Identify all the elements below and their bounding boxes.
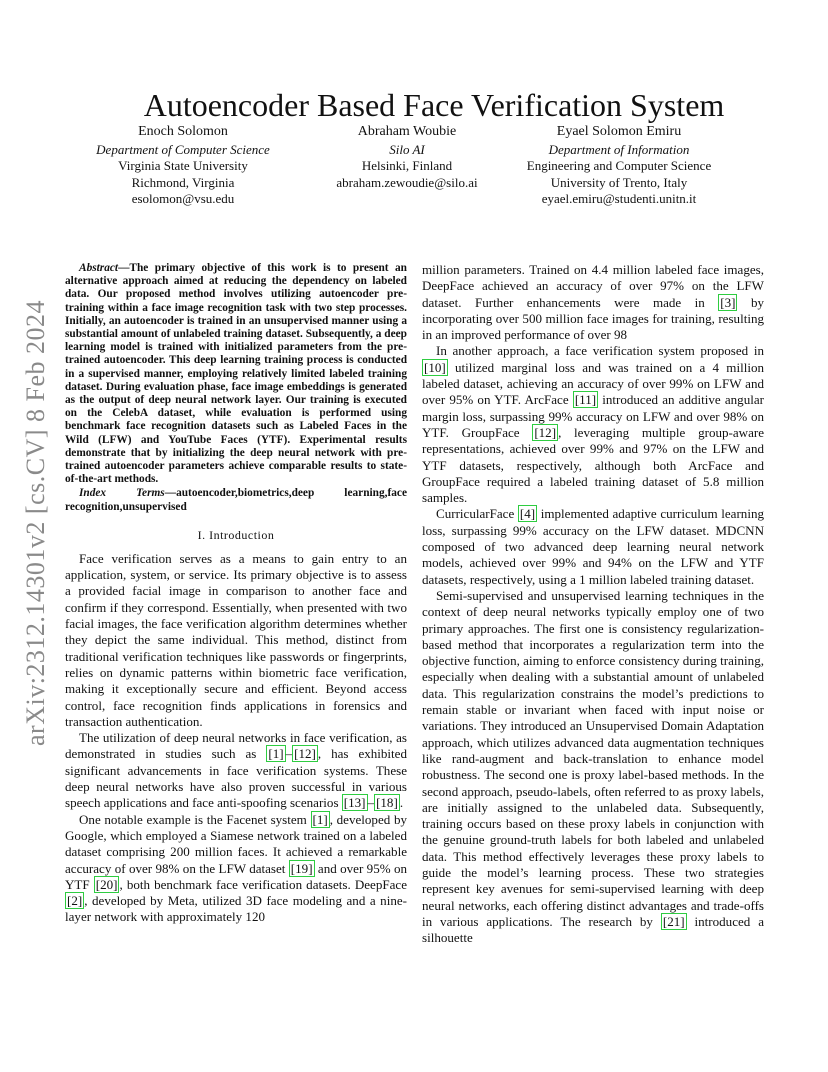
index-terms-text: —autoencoder,biometrics,deep learning,face recognition,unsupervised [65, 487, 407, 513]
paragraph: Face verification serves as a means to gain entry to an application, system, or service. Its primary objective is to assess a provided facial image in comparison to another face and confirm if they correspond. Essentially, when presented with two facial images, the face verification algorithm determines whether they depict the same individual. This method, distinct from traditional verification techniques like passwords or fingerprints, relies on dynamic patterns within biometric face verification, making it exceptionally secure and efficient. Beyond access control, face recognition finds applications in forensics and transaction authentication. [65, 550, 407, 729]
arxiv-id-text: arXiv:2312.14301v2 [cs.CV] 8 Feb 2024 [21, 299, 50, 747]
citation-link[interactable]: [20] [95, 876, 118, 892]
abstract [65, 262, 407, 486]
paragraph: One notable example is the Facenet system [1] , developed by Google, which employed a Siamese network trained on a labeled dataset comprising 200 million faces. It achieved a remarkable accuracy of over 98% on the LFW dataset [19] and over 95% on YTF [20] , both benchmark face verification datasets. DeepFace [2] , developed by Meta, utilized 3D face modeling and a nine-layer network with approximately 120 [65, 811, 408, 925]
citation-link[interactable]: [18] [376, 795, 398, 811]
arxiv-identifier [14, 288, 58, 758]
author-organization: Virginia State University [118, 158, 248, 174]
citation-link[interactable]: [11] [574, 392, 597, 408]
author-name: Abraham Woubie [357, 124, 457, 139]
citation-link[interactable]: [3] [720, 294, 736, 310]
paragraph: million parameters. Trained on 4.4 million labeled face images, DeepFace achieved an accuracy of over 97% on the LFW dataset. Further enhancements were made in [3] by incorporating over 500 million face images for training, resulting in an improved performance of over 98 [422, 262, 764, 343]
author-email[interactable]: esolomon@vsu.edu [131, 191, 235, 207]
citation-link[interactable]: [13] [343, 795, 366, 811]
author-email[interactable]: abraham.zewoudie@silo.ai [336, 174, 478, 190]
citation-link[interactable]: [1] [268, 746, 284, 762]
citation-link[interactable]: [21] [662, 913, 685, 929]
author-location: Richmond, Virginia [131, 174, 235, 190]
paragraph: In another approach, a face verification system proposed in [10] utilized marginal loss and was trained on a 4 million labeled dataset, achieving an accuracy of over 99% on LFW and over 95% on YTF. ArcFace [11] introduced an additive angular margin loss, surpassing 99% accuracy on LFW and over 98% on YTF. GroupFace [12] , leveraging multiple group-aware representations, achieved over 99% and 97% on the LFW and YTF datasets, respectively, although both ArcFace and GroupFace required a labeled training dataset of 5.8 million samples. [422, 343, 765, 506]
paragraph: The utilization of deep neural networks in face verification, as demonstrated in studies such as [1] – [12] , has exhibited significant advancements in face verification systems. These deep neural networks have also proven successful in various speech applications and face anti-spoofing scenarios [13] – [18] . [65, 730, 407, 811]
left-column [65, 262, 407, 926]
author-block-3 [499, 124, 739, 208]
paragraph: CurricularFace [4] implemented adaptive curriculum learning loss, surpassing 99% accuracy on the LFW dataset. MDCNN composed of two advanced deep learning neural network models, achieved over 99% and 94% on the LFW and YTF datasets, respectively, using a 1 million labeled training dataset. [422, 506, 764, 587]
author-organization: Engineering and Computer Science [526, 158, 712, 174]
author-organization: Helsinki, Finland [361, 158, 453, 174]
author-department: Department of Computer Science [96, 141, 270, 157]
citation-link[interactable]: [19] [290, 860, 313, 876]
author-location: University of Trento, Italy [550, 174, 688, 190]
citation-link[interactable]: [12] [534, 424, 557, 440]
author-block-1 [63, 124, 303, 208]
citation-link[interactable]: [4] [519, 506, 536, 522]
abstract-label: Abstract [79, 262, 119, 274]
abstract-text: —The primary objective of this work is to present an alternative approach aimed at reducing the dependency on labeled data. Our proposed method involves utilizing autoencoder pre-training within a face image recognition task with two step processes. Initially, an autoencoder is trained in an unsupervised manner using a substantial amount of unlabeled training dataset. Subsequently, a deep learning model is trained with initialized parameters from the pre-trained autoencoder. This deep learning training process is conducted in a supervised manner, employing relatively limited labeled training dataset. During evaluation phase, face image embeddings is generated as the output of deep neural network layer. Our training is executed on the CelebA dataset, while evaluation is performed using benchmark face recognition datasets such as Labeled Faces in the Wild (LFW) and YouTube Faces (YTF). Experimental results demonstrate that by initializing the deep neural network with pre-trained autoencoder parameters achieve comparable results to state-of-the-art methods. [65, 262, 407, 486]
right-column [422, 262, 764, 946]
author-department: Silo AI [389, 141, 425, 157]
paragraph: Semi-supervised and unsupervised learning techniques in the context of deep neural networks typically employ one of two primary approaches. The first one is consistency regularization-based method that incorporates a regularization term into the objective function, aiming to enforce consistency during training, especially when dealing with a substantial amount of unlabeled data. This regularization constrains the model’s predictions to remain stable or invariant when faced with input noise or variations. They introduced an Unsupervised Domain Adaptation approach, which utilizes advanced data augmentation techniques like rand-augment and back-translation to enhance model robustness. The second one is proxy label-based methods. In the second approach, pseudo-labels, often referred to as proxy labels, are initially assigned to the unlabeled data. Subsequently, training occurs based on these proxy labels in conjunction with the genuine ground-truth labels for both labeled and unlabeled data. This method effectively leverages these proxy labels to guide the model’s learning process. These two strategies represent key avenues for semi-supervised learning with deep neural networks, each offering distinct advantages and trade-offs in various applications. The research by [21] introduced a silhouette [422, 587, 765, 946]
author-department: Department of Information [548, 141, 690, 157]
index-terms [65, 487, 407, 513]
citation-link[interactable]: [2] [67, 893, 83, 909]
author-email[interactable]: eyael.emiru@studenti.unitn.it [541, 191, 697, 207]
index-terms-label: Index Terms [79, 487, 165, 500]
section-heading: I. Introduction [197, 527, 275, 542]
author-name: Enoch Solomon [138, 124, 228, 139]
author-block-2 [287, 124, 527, 191]
citation-link[interactable]: [10] [424, 359, 446, 375]
author-name: Eyael Solomon Emiru [556, 124, 682, 139]
citation-link[interactable]: [12] [294, 746, 316, 762]
citation-link[interactable]: [1] [312, 811, 328, 827]
paper-title: Autoencoder Based Face Verification System [143, 87, 725, 124]
